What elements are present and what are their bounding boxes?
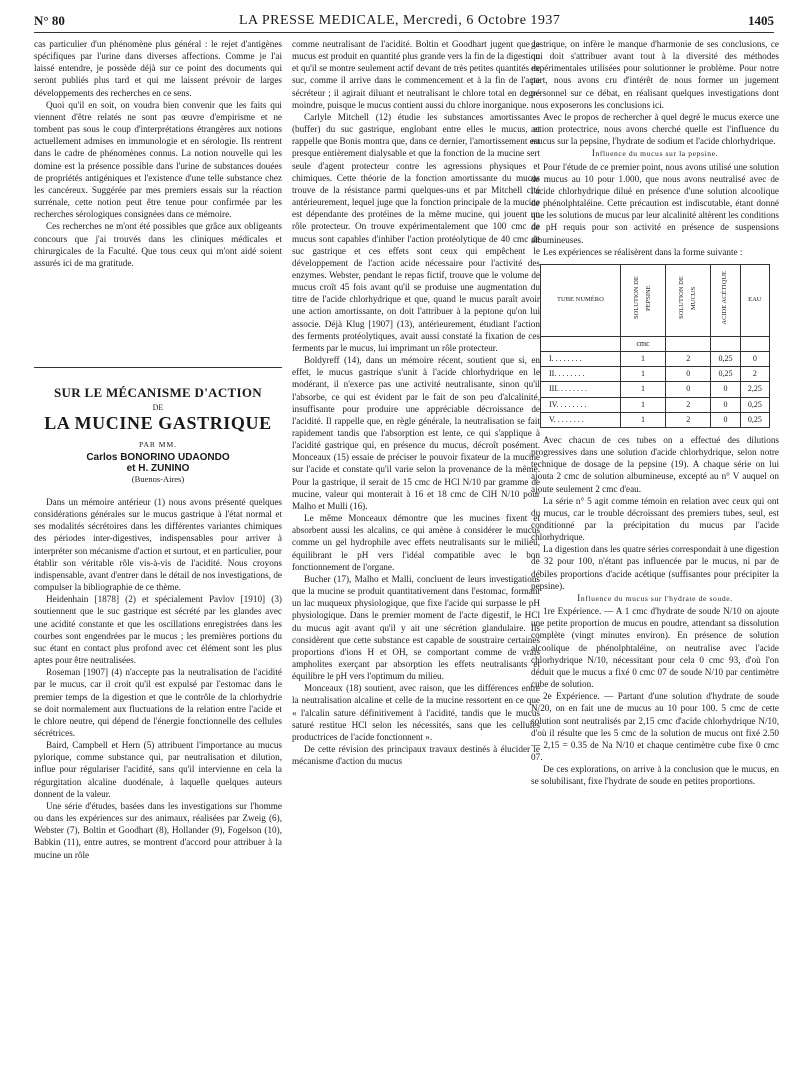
article-divider [34,367,282,368]
page-header [34,10,774,33]
table-header-row [541,264,770,336]
page-folio: 1405 [748,13,774,28]
article-title-line1: SUR LE MÉCANISME D'ACTION [54,385,262,400]
table-row: I. . . . . . . . 1 2 0,25 0 [541,352,770,367]
paragraph: Boldyreff (14), dans un mémoire récent, soutient que si, en effet, le mucus gastrique s'unit à l'acide chlorhydrique en le modérant, il n'exerce pas une activité neutralisante, sinon qu'il l'absorbe, ce qui est évident par le fait de son peu d'alcalinité, insuffisante pour produire une appréciable décroissance de l'acidité. Il rappelle que, en règle générale, la neutralisation se fait rapidement tandis que l'absorption est lente, ce qui s'applique à l'acidité gastrique qui, en présence du mucus, décroît posément. Monceaux (15) essaie de préciser le pouvoir fixateur de la mucine sur l'acide et constate qu'il varie selon la provenance de la même. Pour la gastrique, il serait de 15 cmc de HCl N/10 par gramme de mucine, valeur qui monterait à 16 et 18 cmc de ClH N/10 pour Malho et Mulli (16). [292,355,540,511]
table-row: V. . . . . . . . 1 2 0 0,25 [541,412,770,427]
paragraph: gastrique, on infère le manque d'harmonie de ses conclusions, ce qui doit s'attribuer avant tout à la diversité des méthodes expérimentales utilisées pour solutionner le problème. Pour notre part, nous avons cru d'intérêt de nous former un jugement personnel sur ce débat, en réalisant quelques investigations dont nous exposerons les conclusions ici. [531,39,779,110]
article-heading [34,385,282,484]
paragraph: Bucher (17), Malho et Malli, concluent de leurs investigations que la mucine se produit quantitativement dans l'estomac, formant un lac muqueux physiologique, que fixe l'acide qui surpasse le pH physiologique. Dans le premier moment de l'acte digestif, le HCl du mucus agit avant qu'il y ait une sécrétion glandulaire. Ils considèrent que cette substance est capable de soustraire certaines proportions d'ions H et OH, se comportant comme de vrais ampholites exerçant par absorption les effets neutralisants et équilibre le pH vers l'optimum du milieu. [292,573,540,682]
section-subheading: Influence du mucus sur l'hydrate de soude. [577,592,733,603]
paragraph: Ces recherches ne m'ont été possibles que grâce aux obligeants concours que j'ai trouvés dans les cliniques médicales et chirurgicales de la Faculté. Que tous ceux qui m'ont aidé soient assurés ici de ma gratitude. [34,221,282,268]
author-1: Carlos BONORINO UDAONDO [86,452,230,463]
column-3 [531,38,779,1078]
table-header: EAU [740,264,769,336]
paragraph: comme neutralisant de l'acidité. Boltin et Goodhart jugent que le mucus est produit en quantité plus grande vers la fin de la digestion et qu'il se montre seulement actif devant de très petites quantités de suc, comme il arrive dans le commencement et à la fin de l'acte sécréteur ; il agirait diluant et neutralisant le chlore total en degré moindre, puisque le mucus contient aussi du chlore inorganique. [292,39,540,110]
section-subheading: Influence du mucus sur la pepsine. [591,148,719,159]
paragraph: cas particulier d'un phénomène plus général : le rejet d'antigènes spécifiques par l'urine dans diverses affections. Comme je l'ai laissé entendre, je possède déjà sur ce point des documents qui seront publiés plus tard et qui me laissent prévoir de larges développements des recherches en ce sens. [34,39,282,98]
table-header: TUBE NUMÉRO [541,264,621,336]
table-row: IV. . . . . . . . 1 2 0 0,25 [541,397,770,412]
paragraph: Avec le propos de rechercher à quel degré le mucus exerce une action protectrice, nous avons cherché quelle est l'influence du mucus sur la pepsine, l'hydrate de sodium et l'acide chlorhydrique. [531,111,779,147]
paragraph: 2e Expérience. — Partant d'une solution d'hydrate de soude N/20, on en fait une de mucus au 10 pour 100. 5 cmc de cette solution sont neutralisés par 2,15 cmc d'acide chlorhydrique N/10, d'où il résulte que les 5 cmc de la solution de mucus ont fixé 2.50 — 2,15 = 0.35 de Na N/10 et chaque centimètre cube fixe 0 cmc 07. [531,691,779,762]
paragraph: Roseman [1907] (4) n'accepte pas la neutralisation de l'acidité par le mucus, car il croit qu'il est expulsé par l'estomac dans le premier temps de la digestion et que le contrôle de la chlorhydrie se doit normalement aux fluctuations de la relation entre l'acide et le chlore neutre, qui dépend de l'énergie fonctionnelle des cellules sécrétrices. [34,667,282,738]
column-1-body [34,496,282,861]
paragraph: Quoi qu'il en soit, on voudra bien convenir que les faits qui viennent d'être relatés ne sont pas œuvre d'empirisme et ne tombent pas sous le coup d'interprétations étrangères aux notions actuellement admises en immunologie et en sérologie. Ils rentrent dans le cadre de phénomènes connus. La notion nouvelle qui les domine est la présence possible dans l'urine de substances douées de propriétés antigéniques et l'existence d'une telle substance chez les cancéreux. Suggérée par mes premiers essais sur la réaction surrénale, cette notion peut être tenue pour confirmée par les recherches sérologiques consignées dans ce mémoire. [34,99,282,220]
paragraph: Heidenhain [1878] (2) et spécialement Pavlov [1910] (3) soutiennent que le suc gastrique est sécrété par les glandes avec une acidité constante et que les oscillations enregistrées dans les courbes sont engendrées par le mucus ; les premières portions du suc étant en contact plus profond avec cet élément sont les plus aptes pour être neutralisées. [34,594,282,666]
table-header: ACIDE ACÉTIQUE [711,264,740,336]
paragraph: Carlyle Mitchell (12) étudie les substances amortissantes (buffer) du suc gastrique, englobant entre elles le mucus, et rappelle que Bonis montra que, dans ce dernier, l'amortissement est presque entièrement dialysable et que la fonction de la mucine sert seule d'agent protecteur contre les agressions physiques et chimiques. Cette théorie de la fonction amortissante du mucus trouve de la résistance parmi quelques-uns et par Mitchell cité antérieurement, lequel juge que la fonction principale de la mucine est dépendante des protéines de la même mucine, qui jouent un rôle protecteur. On trouve expérimentalement que 100 cmc de mucus sont capables d'inhiber l'action protéolytique de 40 cmc de suc gastrique et ces effets sont ceux qui empêchent le développement de l'action acide nécessaire pour l'activité des enzymes. Webster, pendant le repas fictif, trouve que le volume de mucus croît 45 fois avant qu'il se produise une augmentation du titre de l'acide chlorhydrique et que, quand le mucus paraît avoir une action amortissante, on doit l'attribuer à la peptone qu'on lui associe. Déjà Klug [1907] (13), antérieurement, étudiant l'action des ferments protéolytiques, avait aussi constaté la fixation de ces ferments par le mucus, lui imprimant un rôle protecteur. [292,111,540,353]
paragraph: Dans un mémoire antérieur (1) nous avons présenté quelques considérations générales sur le mucus gastrique à l'état normal et ses modalités sécrétoires dans les différentes variantes chimiques des périodes inter-digestives, indispensables pour arriver à interpréter son mécanisme d'action et surtout, et en particulier, pour établir son véritable rôle vis-à-vis de l'acidité. Nous croyons indispensable, avant d'entrer dans le détail de nos investigations, de compulser la bibliographie de ce thème. [34,497,282,593]
article-title-line2: LA MUCINE GASTRIQUE [44,413,272,433]
table-row: II. . . . . . . . 1 0 0,25 2 [541,367,770,382]
article-title-de: DE [152,403,164,412]
paragraph: Les expériences se réalisèrent dans la forme suivante : [543,246,743,257]
experiment-table [540,264,770,428]
table-unit-row [541,336,770,351]
paragraph: Avec chacun de ces tubes on a effectué des dilutions progressives dans une solution d'acide chlorhydrique, selon notre technique de dosage de la pepsine (19). A chaque série on lui ajouta 2 cmc de solution albumineuse, excepté au n° V auquel on ajoute seulement 2 cmc d'eau. [531,434,779,494]
column-1-top [34,38,282,358]
journal-masthead [239,13,560,29]
byline-par: PAR MM. [139,440,177,449]
issue-number: N° 80 [34,13,65,28]
paragraph: Pour l'étude de ce premier point, nous avons utilisé une solution de mucus au 10 pour 1.000, que nous avons neutralisé avec de l'acide chlorhydrique dilué en présence d'une solution alcoolique de phénolphtaléine. Cette précaution est indiscutable, étant donné que les solutions de mucus par leur alcalinité altèrent les conditions de pH requis pour son activité en présence de suspensions albumineuses. [531,161,779,245]
author-2: et H. ZUNINO [126,463,190,474]
paragraph: Le même Monceaux démontre que les mucines fixent et absorbent aussi les alcalins, ce qui amène à considérer le mucus comme un gel hydrophile avec effets neutralisants sur le milieu, équilibrant le pH vers l'idéal compatible avec le bon fonctionnement de l'organe. [292,513,540,572]
paragraph: Monceaux (18) soutient, avec raison, que les différences entre la neutralisation alcaline et celle de la mucine ressortent en ce que « l'alcalin sature définitivement à l'acidité, tandis que le mucus saturé restitue HCl selon les nécessités, sans que les cellules productrices de l'acide fonctionnent ». [292,683,540,742]
paragraph: 1re Expérience. — A 1 cmc d'hydrate de soude N/10 on ajoute une petite proportion de mucus en poudre, attendant sa dissolution complète (vingt minutes environ). En présence de solution alcoolique de phénolphtaléine, on neutralise avec l'acide chlorhydrique N/10, nécessitant pour cela 0 cmc 93, d'où l'on déduit que le mucus a fixé 0 cmc 07 de soude N/10 par centimètre cube de solution. [531,606,779,690]
column-2 [292,38,540,1078]
unit-label: cmc [620,336,665,351]
paragraph: La digestion dans les quatre séries correspondait à une digestion de 32 pour 100, n'étant pas influencée par le mucus, ni par de débiles proportions d'acide acétique (suffisantes pour précipiter la pepsine). [531,544,779,591]
table-header: SOLUTION DE MUCUS [666,264,711,336]
author-place: (Buenos-Aires) [131,474,185,484]
journal-title: LA PRESSE MEDICALE, [239,13,400,28]
paragraph: Baird, Campbell et Hern (5) attribuent l'importance au mucus pylorique, comme substance qui, par neutralisation et dilution, influe pour régulariser l'acidité, sans qu'il intervienne en cela la régurgitation alcaline duodénale, à laquelle quelques auteurs donnent de la valeur. [34,740,282,799]
paragraph: De ces explorations, on arrive à la conclusion que le mucus, en se solubilisant, fixe l'hydrate de soude en petites proportions. [531,764,779,787]
paragraph: La série n° 5 agit comme témoin en relation avec ceux qui ont du mucus, car le trouble décroissant des premiers tubes, seul, est conditionné par la précipitation du mucus par l'acide chlorhydrique. [531,495,779,543]
paragraph: Une série d'études, basées dans les investigations sur l'homme ou dans les expériences sur des animaux, réalisées par Zweig (6), Webster (7), Boltin et Goodhart (8), Hollander (9), Fogelson (10), Babkin (11), entre autres, se montrent d'accord pour attribuer à la mucine un rôle [34,800,282,860]
table-row: III. . . . . . . . 1 0 0 2,25 [541,382,770,397]
table-header: SOLUTION DE PEPSINE [620,264,665,336]
issue-date: Mercredi, 6 Octobre 1937 [403,13,561,28]
paragraph: De cette révision des principaux travaux destinés à élucider le mécanisme d'action du mucus [292,744,540,767]
